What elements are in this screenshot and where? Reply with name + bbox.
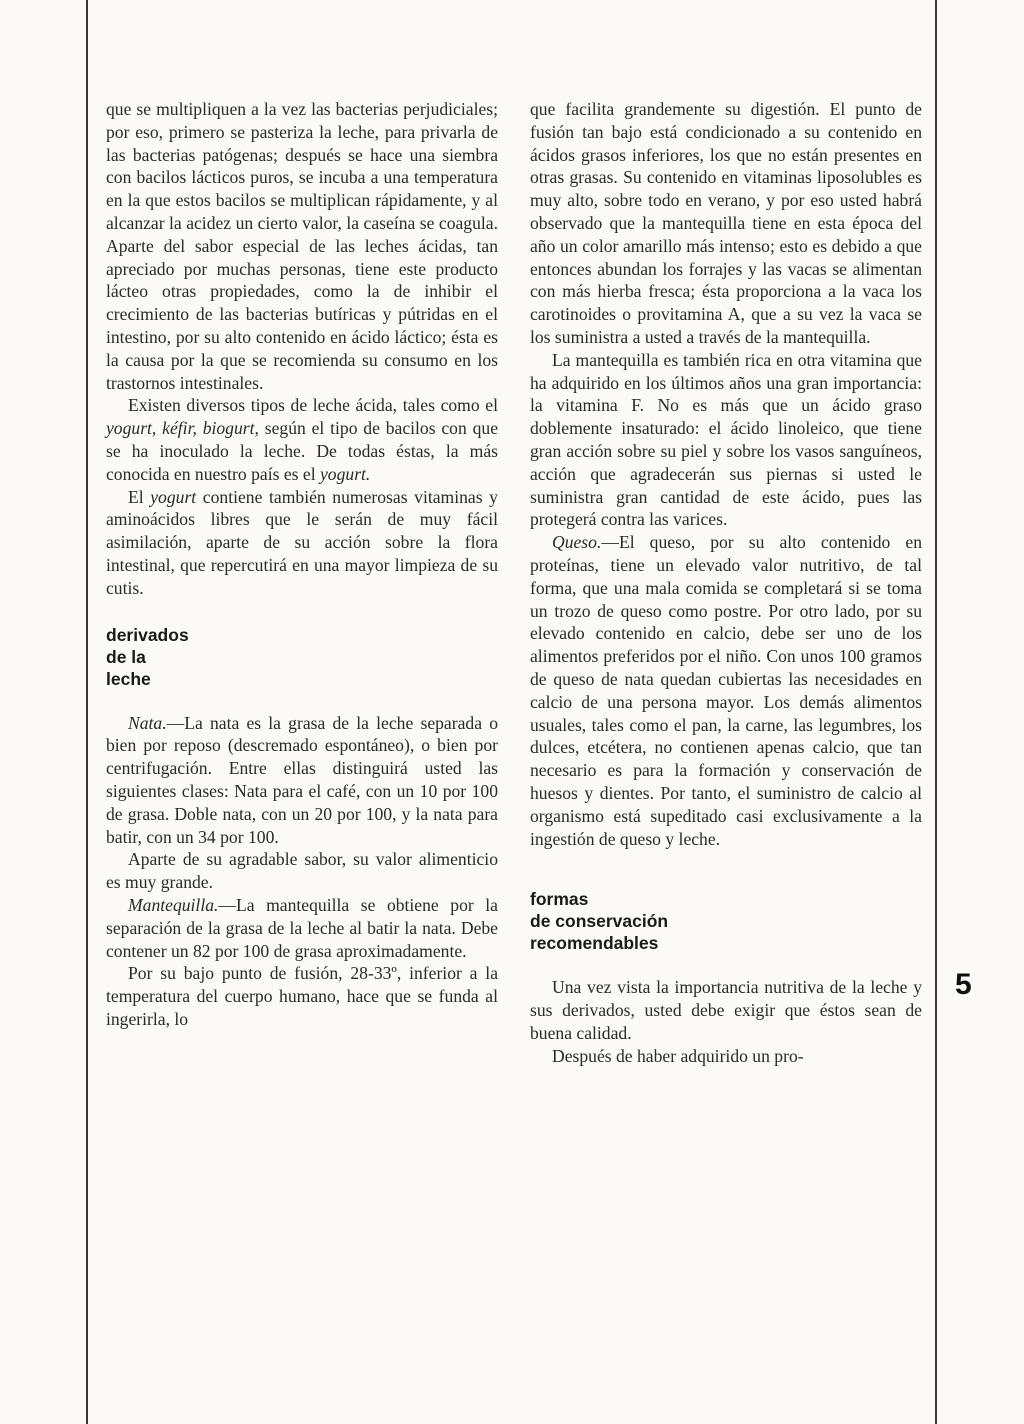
paragraph: La mantequilla es también rica en otra vitamina que ha adquirido en los últimos años una gran importancia: la vitamina F. No es más que un ácido graso doblemente insaturado: el ácido linoleico, que tiene gran acción sobre su piel y sobre los vasos sanguíneos, acción que agradecerán sus piernas si usted le suministra gran cantidad de este ácido, pues las protegerá contra las varices. [530,349,922,530]
page-number: 5 [955,968,972,1001]
paragraph: Después de haber adquirido un pro- [552,1045,804,1066]
paragraph: Queso.—El queso, por su alto contenido en proteínas, tiene un elevado valor nutritivo, de tal forma, que una mala comida se completará si se toma un trozo de queso como postre. Por otro lado, por su elevado contenido en calcio, debe ser uno de los alimentos preferidos por el niño. Con unos 100 gramos de queso de nata quedan cubiertas las necesidades en calcio de una persona mayor. Los demás alimentos usuales, tales como el pan, la carne, las legumbres, los dulces, etcétera, no contienen apenas calcio, que tan necesario es para la formación y conservación de huesos y dientes. Por tanto, el suministro de calcio al organismo está supeditado casi exclusivamente a la ingestión de queso y leche. [530,532,922,849]
left-column [106,98,498,1031]
paragraph: Nata.—La nata es la grasa de la leche separada o bien por reposo (descremado espontáneo), o bien por centrifugación. Entre ellas distinguirá usted las siguientes clases: Nata para el café, con un 10 por 100 de grasa. Doble nata, con un 20 por 100, y la nata para batir, con un 34 por 100. [106,712,498,847]
paragraph: Una vez vista la importancia nutritiva de la leche y sus derivados, usted debe exigir que éstos sean de buena calidad. [530,977,922,1043]
left-page-rule [86,0,88,1424]
paragraph: Mantequilla.—La mantequilla se obtiene por la separación de la grasa de la leche al batir la nata. Debe contener un 82 por 100 de grasa aproximadamente. [106,894,498,961]
paragraph: Por su bajo punto de fusión, 28-33º, inferior a la temperatura del cuerpo humano, hace que se funda al ingerirla, lo [106,963,498,1029]
right-column [530,98,922,1067]
paragraph: Existen diversos tipos de leche ácida, tales como el yogurt, kéfir, biogurt, según el tipo de bacilos con que se ha inoculado la leche. De todas éstas, la más conocida en nuestro país es el yogurt. [106,395,498,484]
paragraph: que se multipliquen a la vez las bacterias perjudiciales; por eso, primero se pasteriza la leche, para privarla de las bacterias patógenas; después se hace una siembra con bacilos lácticos puros, se incuba a una temperatura en la que estos bacilos se multiplican rápidamente, y al alcanzar la acidez un cierto valor, la caseína se coagula. Aparte del sabor especial de las leches ácidas, tan apreciado por muchas personas, tiene este producto lácteo otras propiedades, como la de inhibir el crecimiento de las bacterias butíricas y pútridas en el intestino, por su alto contenido en ácido láctico; ésta es la causa por la que se recomienda su consumo en los trastornos intestinales. [106,99,498,393]
right-page-rule [935,0,937,1424]
section-heading-formas: formas de conservación recomendables [530,889,669,954]
paragraph: El yogurt contiene también numerosas vitaminas y aminoácidos libres que le serán de muy fácil asimilación, aparte de su acción sobre la flora intestinal, que repercutirá en una mayor limpieza de su cutis. [106,486,498,598]
paragraph: Aparte de su agradable sabor, su valor alimenticio es muy grande. [106,849,498,893]
paragraph: que facilita grandemente su digestión. El punto de fusión tan bajo está condicionado a su contenido en ácidos grasos inferiores, los que no están presentes en otras grasas. Su contenido en vitaminas liposolubles es muy alto, sobre todo en verano, y por eso usted habrá observado que la mantequilla tiene en esta época del año un color amarillo más intenso; esto es debido a que entonces abundan los forrajes y las vacas se alimentan con más hierba fresca; ésta proporciona a la vaca los carotinoides o provitamina A, que a su vez la vaca se los suministra a usted a través de la mantequilla. [530,99,922,347]
section-heading-derivados: derivados de la leche [106,624,189,689]
